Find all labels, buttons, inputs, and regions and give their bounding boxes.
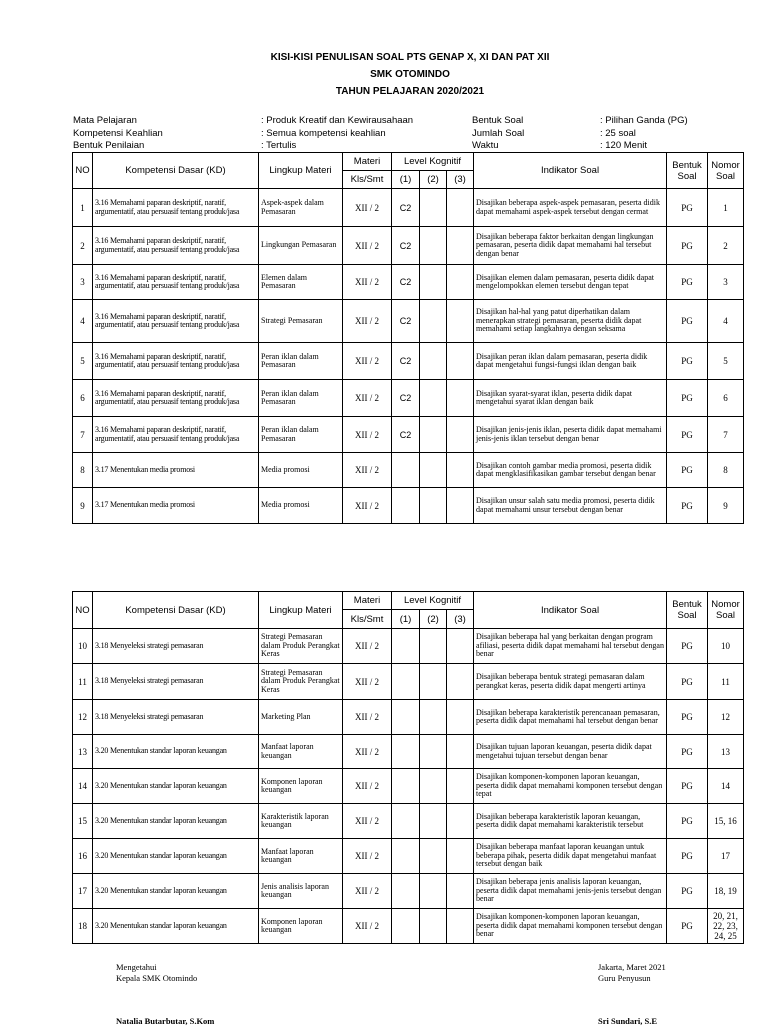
row-no: 9: [73, 488, 93, 524]
header-no: NO: [73, 153, 93, 189]
row-kls: XII / 2: [343, 417, 392, 453]
row-bentuk: PG: [667, 488, 708, 524]
row-indikator: Disajikan beberapa karakteristik laporan keuangan, peserta didik dapat memahami karakteristik tersebut: [474, 804, 667, 839]
row-bentuk: PG: [667, 265, 708, 300]
info-penilaian-label: Bentuk Penilaian: [73, 140, 145, 151]
row-kls: XII / 2: [343, 343, 392, 380]
row-indikator: Disajikan tujuan laporan keuangan, peserta didik dapat mengetahui tujuan tersebut dengan benar: [474, 735, 667, 769]
row-kd: 3.20 Menentukan standar laporan keuangan: [93, 769, 259, 804]
row-kd: 3.18 Menyeleksi strategi pemasaran: [93, 664, 259, 700]
row-level-3: [447, 453, 474, 488]
row-indikator: Disajikan beberapa manfaat laporan keuangan untuk beberapa pihak, peserta didik dapat mengetahui manfaat tersebut dengan baik: [474, 839, 667, 874]
row-lingkup: Media promosi: [259, 488, 343, 524]
row-level-2: [420, 300, 447, 343]
row-level-1: [392, 769, 420, 804]
row-nomor: 20, 21, 22, 23, 24, 25: [708, 909, 744, 944]
row-level-3: [447, 417, 474, 453]
row-indikator: Disajikan beberapa hal yang berkaitan dengan program afiliasi, peserta didik dapat memahami hal tersebut dengan benar: [474, 629, 667, 664]
header-level-2: (2): [420, 171, 447, 189]
header-kls: Kls/Smt: [343, 171, 392, 189]
row-kls: XII / 2: [343, 769, 392, 804]
row-level-3: [447, 804, 474, 839]
row-kls: XII / 2: [343, 839, 392, 874]
row-no: 7: [73, 417, 93, 453]
table-row: [73, 417, 744, 453]
row-kd: 3.16 Memahami paparan deskriptif, naratif, argumentatif, atau persuasif tentang produk/jasa: [93, 189, 259, 227]
header-kd: Kompetensi Dasar (KD): [93, 153, 259, 189]
header-kls: Kls/Smt: [343, 610, 392, 629]
row-level-3: [447, 769, 474, 804]
row-kd: 3.18 Menyeleksi strategi pemasaran: [93, 700, 259, 735]
row-kls: XII / 2: [343, 664, 392, 700]
row-bentuk: PG: [667, 664, 708, 700]
header-indikator: Indikator Soal: [474, 153, 667, 189]
row-bentuk: PG: [667, 909, 708, 944]
row-level-3: [447, 839, 474, 874]
row-level-3: [447, 735, 474, 769]
row-indikator: Disajikan hal-hal yang patut diperhatikan dalam menerapkan strategi pemasaran, peserta didik dapat memahami setiap langkahnya dengan seksama: [474, 300, 667, 343]
row-nomor: 13: [708, 735, 744, 769]
row-level-2: [420, 343, 447, 380]
row-level-1: C2: [392, 343, 420, 380]
table-row: [73, 265, 744, 300]
row-no: 5: [73, 343, 93, 380]
row-level-2: [420, 874, 447, 909]
row-level-2: [420, 769, 447, 804]
row-bentuk: PG: [667, 735, 708, 769]
row-level-1: [392, 874, 420, 909]
row-indikator: Disajikan elemen dalam pemasaran, peserta didik dapat mengelompokkan elemen tersebut dengan tepat: [474, 265, 667, 300]
row-no: 16: [73, 839, 93, 874]
row-kd: 3.20 Menentukan standar laporan keuangan: [93, 804, 259, 839]
row-lingkup: Peran iklan dalam Pemasaran: [259, 417, 343, 453]
footer-guru-name: Sri Sundari, S.E: [598, 1016, 658, 1026]
row-no: 13: [73, 735, 93, 769]
row-indikator: Disajikan komponen-komponen laporan keuangan, peserta didik dapat memahami komponen tersebut dengan benar: [474, 909, 667, 944]
footer-guru-penyusun: Guru Penyusun: [598, 973, 651, 983]
header-nomor: Nomor Soal: [708, 153, 744, 189]
row-nomor: 12: [708, 700, 744, 735]
table-row: [73, 380, 744, 417]
row-nomor: 8: [708, 453, 744, 488]
row-level-2: [420, 839, 447, 874]
row-level-1: [392, 735, 420, 769]
header-level-1: (1): [392, 171, 420, 189]
row-kd: 3.18 Menyeleksi strategi pemasaran: [93, 629, 259, 664]
row-level-1: [392, 488, 420, 524]
row-kd: 3.20 Menentukan standar laporan keuangan: [93, 909, 259, 944]
row-level-1: C2: [392, 417, 420, 453]
row-lingkup: Komponen laporan keuangan: [259, 909, 343, 944]
header-lingkup: Lingkup Materi: [259, 153, 343, 189]
row-indikator: Disajikan unsur salah satu media promosi, peserta didik dapat memahami unsur tersebut dengan benar: [474, 488, 667, 524]
row-nomor: 2: [708, 227, 744, 265]
row-bentuk: PG: [667, 417, 708, 453]
row-level-2: [420, 700, 447, 735]
row-nomor: 5: [708, 343, 744, 380]
row-level-1: [392, 700, 420, 735]
row-kls: XII / 2: [343, 453, 392, 488]
row-kls: XII / 2: [343, 874, 392, 909]
info-bentuk-value: : Pilihan Ganda (PG): [600, 115, 688, 126]
row-indikator: Disajikan beberapa bentuk strategi pemasaran dalam perangkat keras, peserta didik dapat mengerti artinya: [474, 664, 667, 700]
kisi-kisi-table-1: [72, 152, 744, 524]
row-level-3: [447, 664, 474, 700]
row-level-3: [447, 380, 474, 417]
table-row: [73, 909, 744, 944]
row-kls: XII / 2: [343, 804, 392, 839]
row-kd: 3.20 Menentukan standar laporan keuangan: [93, 735, 259, 769]
row-kls: XII / 2: [343, 629, 392, 664]
row-bentuk: PG: [667, 227, 708, 265]
table-row: [73, 664, 744, 700]
table-row: [73, 453, 744, 488]
row-lingkup: Media promosi: [259, 453, 343, 488]
kisi-kisi-table-2: [72, 591, 744, 944]
row-level-2: [420, 189, 447, 227]
row-no: 3: [73, 265, 93, 300]
row-level-2: [420, 453, 447, 488]
row-level-3: [447, 189, 474, 227]
row-level-2: [420, 417, 447, 453]
header-nomor: Nomor Soal: [708, 592, 744, 629]
row-bentuk: PG: [667, 380, 708, 417]
row-level-2: [420, 664, 447, 700]
table-row: [73, 769, 744, 804]
row-nomor: 6: [708, 380, 744, 417]
row-kls: XII / 2: [343, 189, 392, 227]
header-indikator: Indikator Soal: [474, 592, 667, 629]
row-lingkup: Strategi Pemasaran dalam Produk Perangkat Keras: [259, 629, 343, 664]
row-nomor: 14: [708, 769, 744, 804]
row-level-2: [420, 488, 447, 524]
info-waktu-label: Waktu: [472, 140, 499, 151]
row-no: 11: [73, 664, 93, 700]
row-level-3: [447, 909, 474, 944]
row-indikator: Disajikan syarat-syarat iklan, peserta didik dapat mengetahui syarat iklan dengan baik: [474, 380, 667, 417]
row-indikator: Disajikan beberapa karakteristik perencanaan pemasaran, peserta didik dapat memahami hal tersebut dengan benar: [474, 700, 667, 735]
document-title: KISI-KISI PENULISAN SOAL PTS GENAP X, XI DAN PAT XII: [270, 52, 550, 63]
row-bentuk: PG: [667, 629, 708, 664]
row-level-2: [420, 735, 447, 769]
row-kd: 3.20 Menentukan standar laporan keuangan: [93, 839, 259, 874]
row-level-2: [420, 909, 447, 944]
row-nomor: 3: [708, 265, 744, 300]
row-level-3: [447, 488, 474, 524]
row-kls: XII / 2: [343, 909, 392, 944]
row-nomor: 11: [708, 664, 744, 700]
footer-mengetahui: Mengetahui: [116, 962, 157, 972]
row-kls: XII / 2: [343, 300, 392, 343]
info-bentuk-label: Bentuk Soal: [472, 115, 524, 126]
row-no: 17: [73, 874, 93, 909]
table-row: [73, 227, 744, 265]
row-level-2: [420, 804, 447, 839]
row-level-1: C2: [392, 227, 420, 265]
row-level-1: [392, 804, 420, 839]
row-indikator: Disajikan contoh gambar media promosi, peserta didik dapat mengklasifikasikan gambar tersebut dengan benar: [474, 453, 667, 488]
table-row: [73, 874, 744, 909]
table-row: [73, 488, 744, 524]
table-row: [73, 343, 744, 380]
row-level-3: [447, 874, 474, 909]
row-kd: 3.16 Memahami paparan deskriptif, naratif, argumentatif, atau persuasif tentang produk/jasa: [93, 227, 259, 265]
header-level-3: (3): [447, 171, 474, 189]
row-no: 12: [73, 700, 93, 735]
header-level-1: (1): [392, 610, 420, 629]
table-row: [73, 839, 744, 874]
row-bentuk: PG: [667, 874, 708, 909]
row-lingkup: Komponen laporan keuangan: [259, 769, 343, 804]
row-nomor: 17: [708, 839, 744, 874]
row-level-1: C2: [392, 380, 420, 417]
row-nomor: 7: [708, 417, 744, 453]
row-bentuk: PG: [667, 453, 708, 488]
row-lingkup: Marketing Plan: [259, 700, 343, 735]
table-row: [73, 700, 744, 735]
row-kls: XII / 2: [343, 735, 392, 769]
header-bentuk: Bentuk Soal: [667, 592, 708, 629]
row-lingkup: Manfaat laporan keuangan: [259, 735, 343, 769]
row-level-3: [447, 629, 474, 664]
row-nomor: 15, 16: [708, 804, 744, 839]
row-kd: 3.16 Memahami paparan deskriptif, naratif, argumentatif, atau persuasif tentang produk/jasa: [93, 343, 259, 380]
info-kompetensi-label: Kompetensi Keahlian: [73, 127, 163, 139]
footer-kepala-sekolah: Kepala SMK Otomindo: [116, 973, 198, 983]
info-jumlah-label: Jumlah Soal: [472, 127, 525, 139]
row-level-1: C2: [392, 189, 420, 227]
header-materi: Materi: [343, 153, 392, 171]
row-lingkup: Aspek-aspek dalam Pemasaran: [259, 189, 343, 227]
row-no: 10: [73, 629, 93, 664]
table-row: [73, 629, 744, 664]
row-lingkup: Manfaat laporan keuangan: [259, 839, 343, 874]
header-no: NO: [73, 592, 93, 629]
row-lingkup: Strategi Pemasaran: [259, 300, 343, 343]
row-level-2: [420, 629, 447, 664]
row-kd: 3.16 Memahami paparan deskriptif, naratif, argumentatif, atau persuasif tentang produk/jasa: [93, 265, 259, 300]
row-indikator: Disajikan beberapa aspek-aspek pemasaran, peserta didik dapat memahami aspek-aspek tersebut dengan cermat: [474, 189, 667, 227]
info-jumlah-value: : 25 soal: [600, 127, 636, 139]
row-lingkup: Peran iklan dalam Pemasaran: [259, 343, 343, 380]
row-level-3: [447, 700, 474, 735]
row-nomor: 10: [708, 629, 744, 664]
row-kls: XII / 2: [343, 488, 392, 524]
footer-kepala-name: Natalia Butarbutar, S.Kom: [116, 1016, 215, 1026]
row-lingkup: Lingkungan Pemasaran: [259, 227, 343, 265]
row-level-3: [447, 265, 474, 300]
row-indikator: Disajikan beberapa faktor berkaitan dengan lingkungan pemasaran, peserta didik dapat memahami hal tersebut dengan benar: [474, 227, 667, 265]
row-level-1: [392, 664, 420, 700]
row-level-3: [447, 343, 474, 380]
row-bentuk: PG: [667, 839, 708, 874]
row-kd: 3.16 Memahami paparan deskriptif, naratif, argumentatif, atau persuasif tentang produk/jasa: [93, 417, 259, 453]
row-lingkup: Elemen dalam Pemasaran: [259, 265, 343, 300]
row-level-1: [392, 629, 420, 664]
info-kompetensi-value: : Semua kompetensi keahlian: [261, 127, 386, 139]
header-level: Level Kognitif: [392, 592, 474, 610]
row-indikator: Disajikan peran iklan dalam pemasaran, peserta didik dapat mengetahui fungsi-fungsi iklan dengan baik: [474, 343, 667, 380]
row-lingkup: Jenis analisis laporan keuangan: [259, 874, 343, 909]
row-nomor: 1: [708, 189, 744, 227]
row-lingkup: Strategi Pemasaran dalam Produk Perangkat Keras: [259, 664, 343, 700]
row-bentuk: PG: [667, 769, 708, 804]
row-bentuk: PG: [667, 343, 708, 380]
row-no: 4: [73, 300, 93, 343]
info-mapel-value: : Produk Kreatif dan Kewirausahaan: [261, 115, 414, 126]
header-level-2: (2): [420, 610, 447, 629]
row-no: 1: [73, 189, 93, 227]
table-row: [73, 735, 744, 769]
row-no: 15: [73, 804, 93, 839]
table-row: [73, 804, 744, 839]
row-kd: 3.16 Memahami paparan deskriptif, naratif, argumentatif, atau persuasif tentang produk/jasa: [93, 380, 259, 417]
row-lingkup: Peran iklan dalam Pemasaran: [259, 380, 343, 417]
row-indikator: Disajikan jenis-jenis iklan, peserta didik dapat memahami jenis-jenis iklan tersebut dengan benar: [474, 417, 667, 453]
header-bentuk: Bentuk Soal: [667, 153, 708, 189]
header-lingkup: Lingkup Materi: [259, 592, 343, 629]
row-kls: XII / 2: [343, 265, 392, 300]
row-indikator: Disajikan komponen-komponen laporan keuangan, peserta didik dapat memahami komponen tersebut dengan tepat: [474, 769, 667, 804]
row-nomor: 4: [708, 300, 744, 343]
row-kd: 3.17 Menentukan media promosi: [93, 488, 259, 524]
row-level-1: [392, 453, 420, 488]
row-kls: XII / 2: [343, 227, 392, 265]
row-level-3: [447, 227, 474, 265]
school-name: SMK OTOMINDO: [370, 69, 450, 80]
row-level-2: [420, 265, 447, 300]
row-level-1: [392, 839, 420, 874]
academic-year: TAHUN PELAJARAN 2020/2021: [335, 86, 485, 97]
info-mapel-label: Mata Pelajaran: [73, 115, 137, 126]
row-kls: XII / 2: [343, 700, 392, 735]
row-bentuk: PG: [667, 189, 708, 227]
row-kd: 3.17 Menentukan media promosi: [93, 453, 259, 488]
row-bentuk: PG: [667, 804, 708, 839]
row-level-1: C2: [392, 265, 420, 300]
table-row: [73, 189, 744, 227]
row-no: 18: [73, 909, 93, 944]
row-level-1: C2: [392, 300, 420, 343]
table-row: [73, 300, 744, 343]
header-materi: Materi: [343, 592, 392, 610]
footer-place-date: Jakarta, Maret 2021: [598, 962, 666, 972]
row-no: 6: [73, 380, 93, 417]
row-nomor: 18, 19: [708, 874, 744, 909]
row-no: 2: [73, 227, 93, 265]
row-nomor: 9: [708, 488, 744, 524]
row-indikator: Disajikan beberapa jenis analisis laporan keuangan, peserta didik dapat memahami jenis-jenis tersebut dengan benar: [474, 874, 667, 909]
row-level-2: [420, 380, 447, 417]
row-kls: XII / 2: [343, 380, 392, 417]
row-level-1: [392, 909, 420, 944]
row-level-2: [420, 227, 447, 265]
row-bentuk: PG: [667, 700, 708, 735]
row-kd: 3.16 Memahami paparan deskriptif, naratif, argumentatif, atau persuasif tentang produk/jasa: [93, 300, 259, 343]
header-kd: Kompetensi Dasar (KD): [93, 592, 259, 629]
row-kd: 3.20 Menentukan standar laporan keuangan: [93, 874, 259, 909]
row-bentuk: PG: [667, 300, 708, 343]
row-level-3: [447, 300, 474, 343]
row-lingkup: Karakteristik laporan keuangan: [259, 804, 343, 839]
info-waktu-value: : 120 Menit: [600, 140, 647, 151]
row-no: 14: [73, 769, 93, 804]
header-level-3: (3): [447, 610, 474, 629]
info-penilaian-value: : Tertulis: [261, 140, 297, 151]
row-no: 8: [73, 453, 93, 488]
header-level: Level Kognitif: [392, 153, 474, 171]
